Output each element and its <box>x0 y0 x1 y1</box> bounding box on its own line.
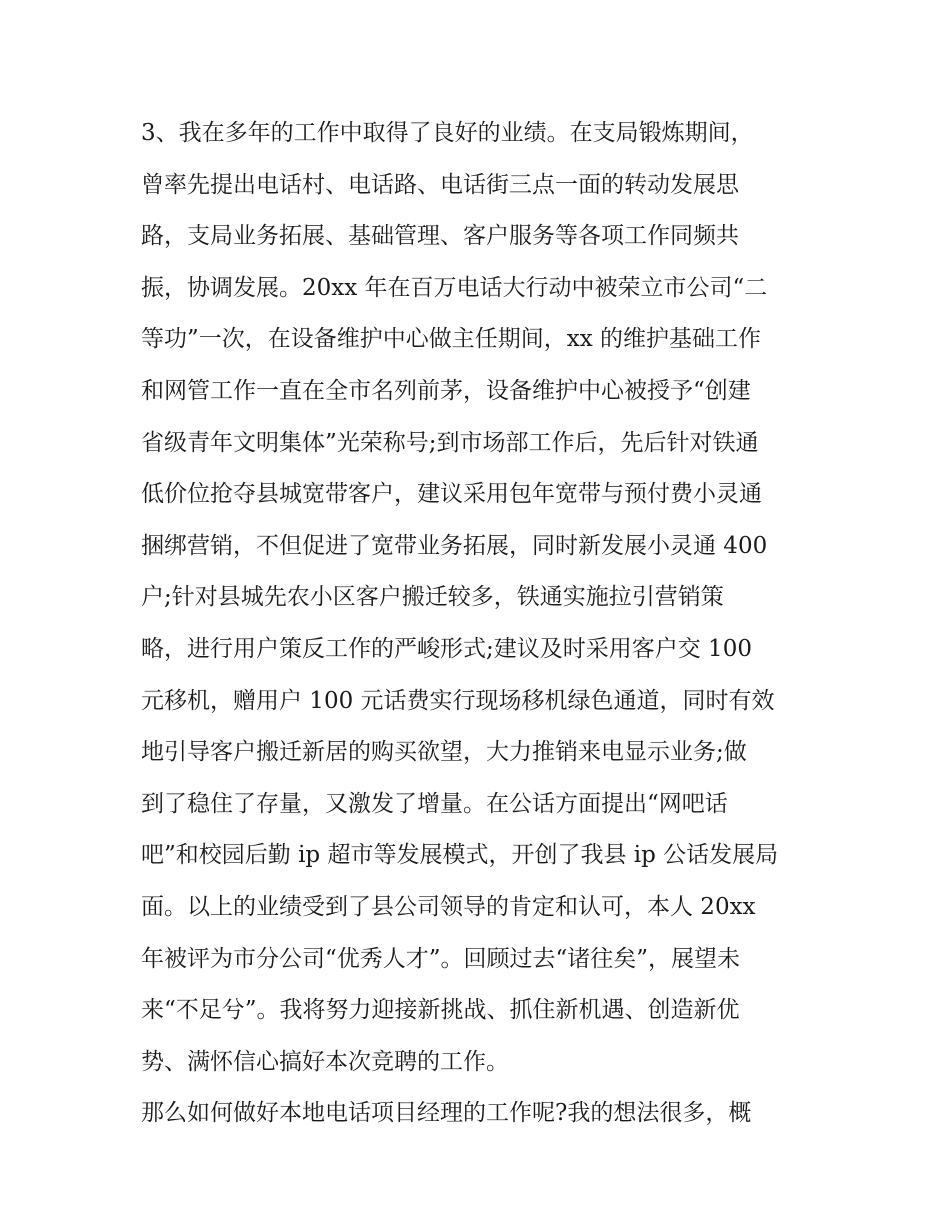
text-line: 3、我在多年的工作中取得了良好的业绩。在支局锻炼期间， <box>141 120 754 146</box>
text-line: 和网管工作一直在全市名列前茅，设备维护中心被授予“创建 <box>141 377 751 404</box>
paragraph-question <box>141 1088 821 1140</box>
text-line: 省级青年文明集体”光荣称号;到市场部工作后，先后针对铁通 <box>141 429 759 456</box>
text-line: 元移机，赠用户 100 元话费实行现场移机绿色通道，同时有效 <box>141 687 775 714</box>
text-line: 等功”一次，在设备维护中心做主任期间，xx 的维护基础工作 <box>141 326 762 353</box>
text-line: 面。以上的业绩受到了县公司领导的肯定和认可，本人 20xx <box>141 893 756 920</box>
text-line: 来“不足兮”。我将努力迎接新挑战、抓住新机遇、创造新优 <box>141 997 740 1024</box>
text-line: 捆绑营销，不但促进了宽带业务拓展，同时新发展小灵通 400 <box>141 532 768 559</box>
text-line: 势、满怀信心搞好本次竞聘的工作。 <box>141 1048 509 1075</box>
text-line: 吧”和校园后勤 ip 超市等发展模式，开创了我县 ip 公话发展局 <box>141 842 779 869</box>
document-body <box>141 108 821 1140</box>
paragraph-achievements <box>141 108 821 1088</box>
text-line: 户;针对县城先农小区客户搬迁较多，铁通实施拉引营销策 <box>141 584 724 611</box>
text-line: 振，协调发展。20xx 年在百万电话大行动中被荣立市公司“二 <box>141 274 768 301</box>
text-line: 路，支局业务拓展、基础管理、客户服务等各项工作同频共 <box>141 223 739 250</box>
text-line: 到了稳住了存量，又激发了增量。在公话方面提出“网吧话 <box>141 790 728 817</box>
text-line: 年被评为市分公司“优秀人才”。回顾过去“诸往矣”，展望未 <box>141 945 741 972</box>
text-line: 地引导客户搬迁新居的购买欲望，大力推销来电显示业务;做 <box>141 739 747 766</box>
text-line: 那么如何做好本地电话项目经理的工作呢?我的想法很多，概 <box>141 1100 752 1127</box>
text-line: 低价位抢夺县城宽带客户，建议采用包年宽带与预付费小灵通 <box>141 481 762 508</box>
text-line: 略，进行用户策反工作的严峻形式;建议及时采用客户交 100 <box>141 635 752 662</box>
text-line: 曾率先提出电话村、电话路、电话街三点一面的转动发展思 <box>141 171 739 198</box>
